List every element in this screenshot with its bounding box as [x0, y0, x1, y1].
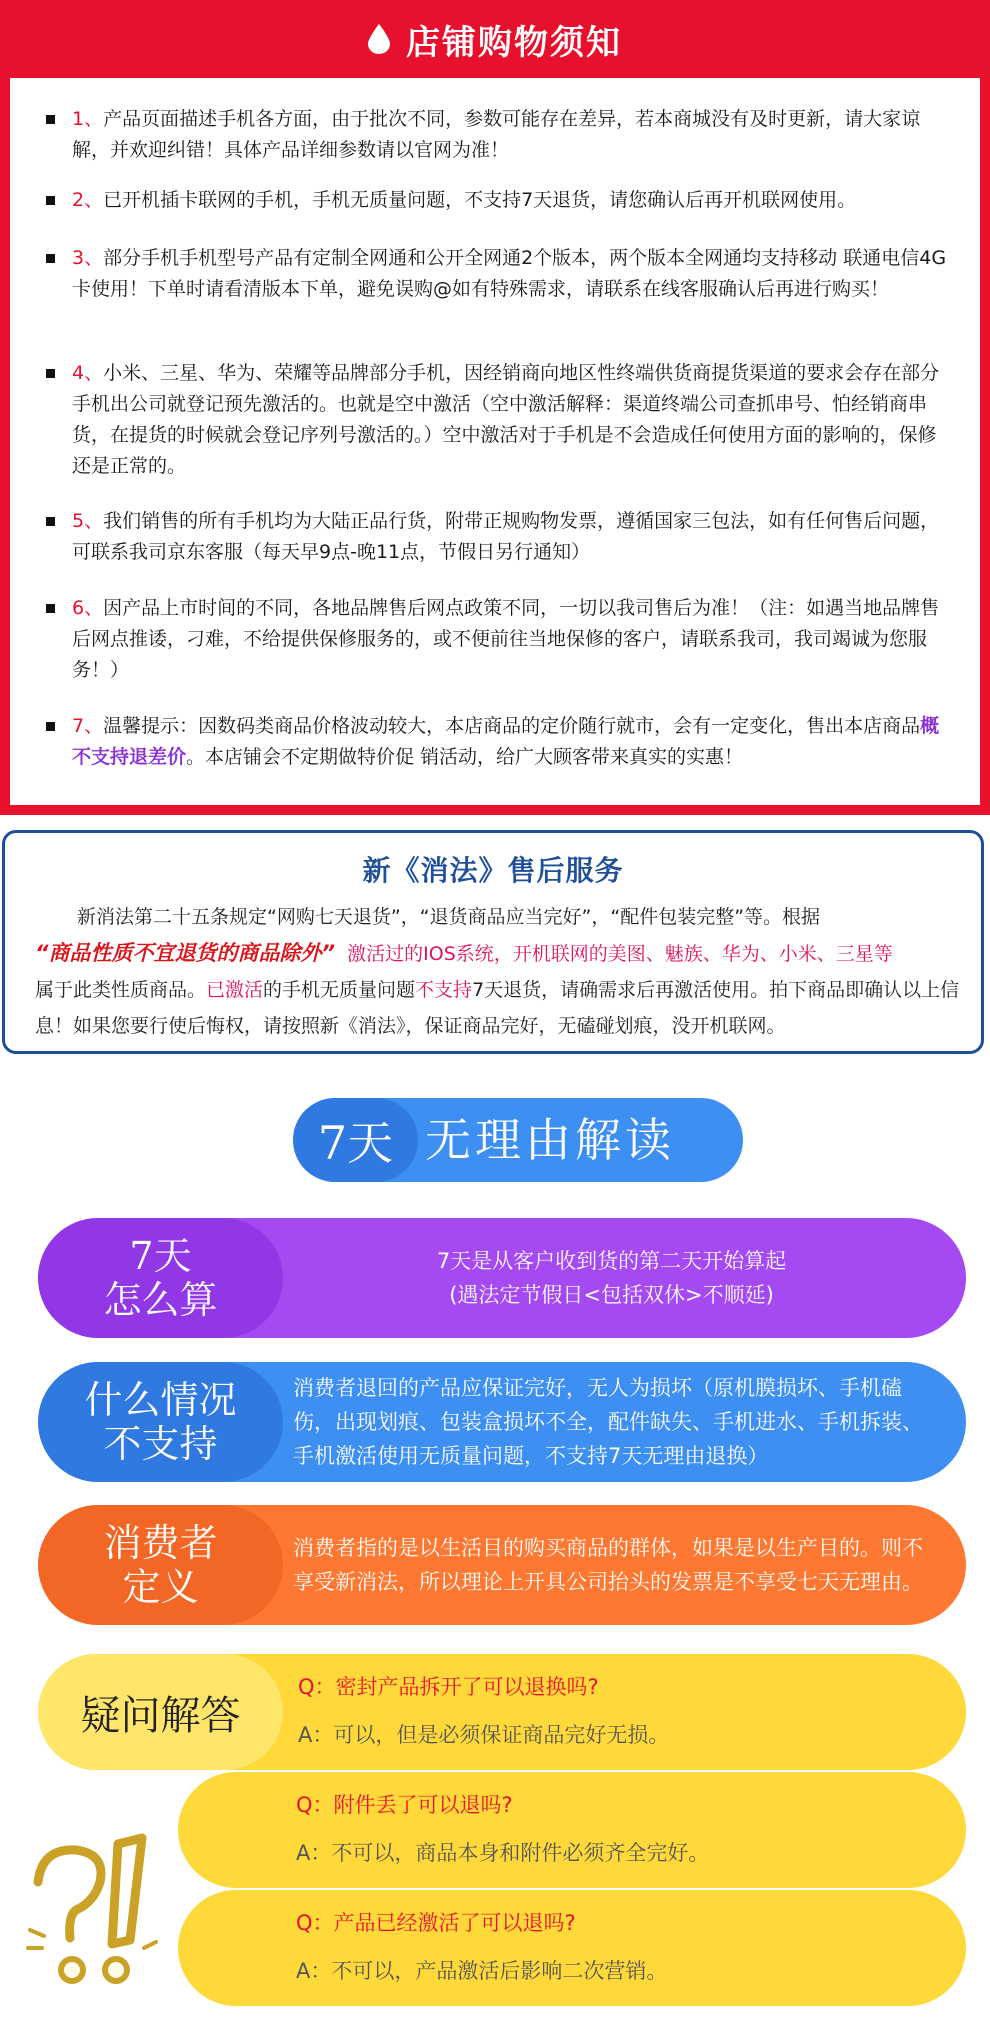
bullet-icon: [46, 254, 55, 263]
row-how-to-count: [38, 1218, 966, 1338]
no-price-refund-highlight: 概不支持退差价: [72, 715, 940, 768]
seven-day-title: 无理由解读: [425, 1113, 675, 1167]
consumer-law-section: [2, 830, 984, 1054]
notice-item: 7、温馨提示：因数码类商品价格波动较大，本店商品的定价随行就市，会有一定变化，售出本店商品概不支持退差价。本店铺会不定期做特价促 销活动，给广大顾客带来真实的实惠！: [50, 711, 950, 773]
notice-item: 1、产品页面描述手机各方面，由于批次不同，参数可能存在差异，若本商城没有及时更新，请大家谅解，并欢迎纠错！具体产品详细参数请以官网为准！: [50, 104, 950, 166]
seven-day-label: 7天: [317, 1116, 394, 1170]
faq-question: Q：附件丢了可以退吗?: [296, 1793, 513, 1817]
faq-item: [178, 1772, 966, 1888]
notice-item: 2、已开机插卡联网的手机，手机无质量问题，不支持7天退货，请您确认后再开机联网使用。: [50, 185, 950, 216]
law-text: 新消法第二十五条规定“网购七天退货”，“退货商品应当完好”，“配件包装完整”等。根据 “商品性质不宜退货的商品除外” 激活过的IOS系统，开机联网的美图、魅族、华为、小米、三星等 属于此类性质商品。已激活的手机无质量问题不支持7天退货，请确需求后再激活使用。拍下商品即确认以上信息！如果您要行使后悔权，请按照新《消法》，保证商品完好，无磕碰划痕，没开机联网。: [35, 906, 960, 1037]
row-consumer-definition: [38, 1505, 966, 1625]
faq-question: Q：产品已经激活了可以退吗?: [296, 1911, 576, 1935]
notice-title: 店铺购物须知: [406, 22, 622, 63]
notice-body: [10, 78, 980, 805]
notice-item: 4、小米、三星、华为、荣耀等品牌部分手机，因经销商向地区性终端供货商提货渠道的要求会存在部分手机出公司就登记预先激活的。也就是空中激活（空中激活解释：渠道终端公司查抓串号、怕经销商串货，在提货的时候就会登记序列号激活的。）空中激活对于手机是不会造成任何使用方面的影响的，保修还是正常的。: [50, 358, 950, 482]
bullet-icon: [46, 604, 55, 613]
bullet-icon: [46, 196, 55, 205]
shop-notice-section: [0, 0, 990, 815]
bullet-icon: [46, 115, 55, 124]
row-description: 7天是从客户收到货的第二天开始算起 (遇法定节假日<包括双休>不顺延): [436, 1249, 787, 1307]
notice-item: 5、我们销售的所有手机均为大陆正品行货，附带正规购物发票，遵循国家三包法，如有任何售后问题，可联系我司京东客服（每天早9点-晚11点，节假日另行通知）: [50, 506, 950, 568]
question-exclamation-icon: [20, 1820, 160, 2000]
bullet-icon: [46, 517, 55, 526]
faq-answer: A：可以，但是必须保证商品完好无损。: [298, 1723, 670, 1747]
law-title: 新《消法》售后服务: [362, 854, 624, 887]
bullet-icon: [46, 722, 55, 731]
row-not-supported: [38, 1362, 966, 1482]
faq-question: Q：密封产品拆开了可以退换吗?: [298, 1675, 599, 1699]
row-label: 什么情况 不支持: [38, 1362, 283, 1482]
row-label: 消费者 定义: [38, 1505, 283, 1625]
notice-item: 6、因产品上市时间的不同，各地品牌售后网点政策不同，一切以我司售后为准！（注：如遇当地品牌售后网点推诿，刁难，不给提供保修服务的，或不便前往当地保修的客户，请联系我司，我司竭诚为您服务！）: [50, 593, 950, 686]
bullet-icon: [46, 369, 55, 378]
row-label: 7天 怎么算: [38, 1218, 283, 1338]
faq-answer: A：不可以，商品本身和附件必须齐全完好。: [296, 1841, 710, 1865]
notice-header: [0, 0, 990, 78]
law-exception-highlight: “商品性质不宜退货的商品除外”: [35, 941, 336, 965]
droplet-icon: [368, 24, 390, 54]
seven-day-heading: [293, 1098, 743, 1182]
faq-item: [38, 1654, 966, 1770]
faq-answer: A：不可以，产品激活后影响二次营销。: [296, 1959, 668, 1983]
row-description: 消费者退回的产品应保证完好，无人为损坏（原机膜损坏、手机磕伤，出现划痕、包装盒损坏不全，配件缺失、手机进水、手机拆装、手机激活使用无质量问题，不支持7天无理由退换）: [293, 1376, 923, 1468]
faq-item: [178, 1890, 966, 2006]
row-description: 消费者指的是以生活目的购买商品的群体，如果是以生产目的。则不享受新消法，所以理论上开具公司抬头的发票是不享受七天无理由。: [293, 1536, 923, 1594]
faq-label: 疑问解答: [38, 1654, 283, 1770]
notice-item: 3、部分手机手机型号产品有定制全网通和公开全网通2个版本，两个版本全网通均支持移动 联通电信4G卡使用！下单时请看清版本下单，避免误购@如有特殊需求，请联系在线客服确认后再进行购买！: [50, 243, 950, 305]
